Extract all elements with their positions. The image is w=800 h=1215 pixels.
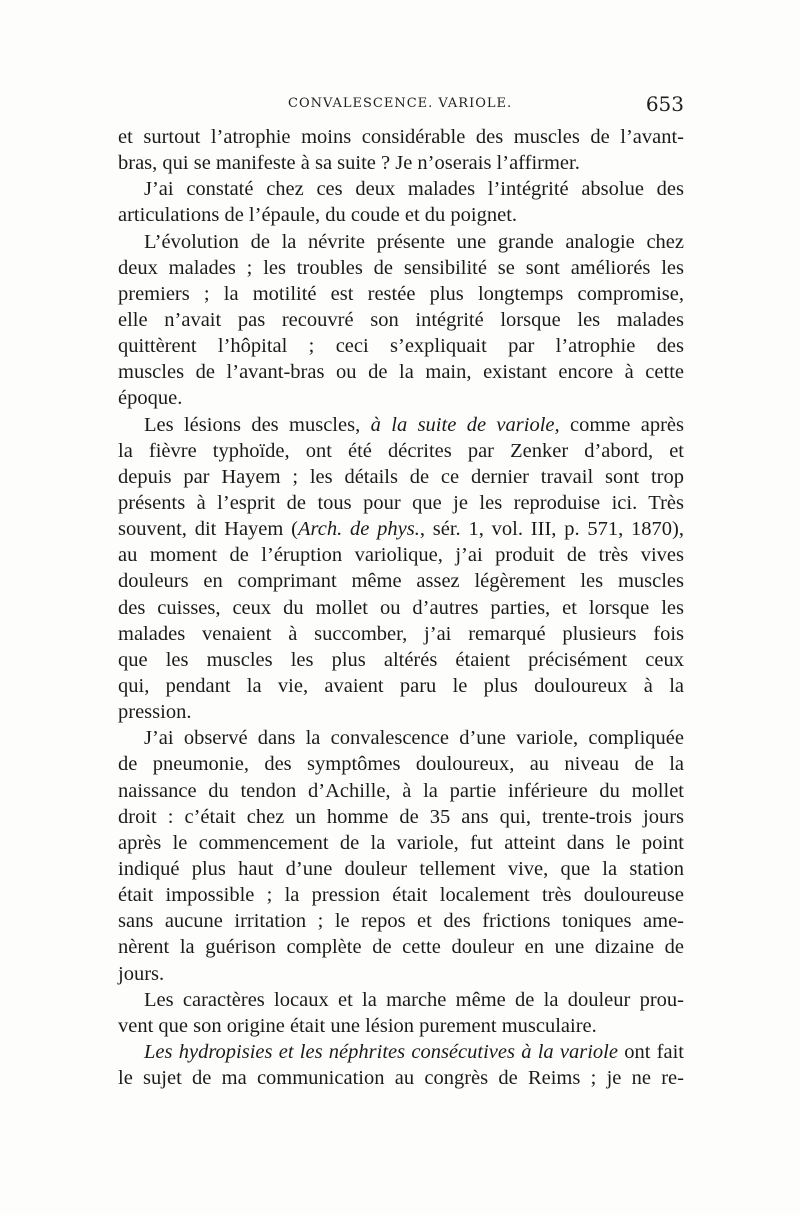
text-run: ont fait	[617, 1040, 684, 1063]
text-run: comme après	[559, 413, 684, 436]
text-line	[118, 699, 684, 725]
text-line	[118, 464, 684, 490]
running-head	[118, 92, 684, 116]
text-run: nèrent la guérison complète de cette douleur en une dizaine de	[118, 936, 684, 959]
text-line	[118, 961, 684, 987]
text-run: présents à l’esprit de tous pour que je les reproduise ici. Très	[118, 491, 684, 514]
text-run: malades venaient à succomber, j’ai remarqué plusieurs fois	[118, 622, 684, 645]
text-line	[118, 804, 684, 830]
text-line	[118, 595, 684, 621]
text-line	[118, 176, 684, 202]
text-line	[118, 987, 684, 1013]
text-line	[118, 385, 684, 411]
text-line	[118, 255, 684, 281]
text-line	[118, 751, 684, 777]
text-run: des cuisses, ceux du mollet ou d’autres parties, et lorsque les	[118, 596, 684, 619]
text-run: J’ai observé dans la convalescence d’une variole, compliquée	[144, 727, 684, 750]
text-line	[118, 1039, 684, 1065]
text-run: articulations de l’épaule, du coude et du poignet.	[118, 204, 518, 227]
italic-run: Arch. de phys.	[297, 518, 420, 541]
page-number: 653	[645, 92, 684, 116]
text-line	[118, 516, 684, 542]
text-line	[118, 150, 684, 176]
text-run: que les muscles les plus altérés étaient précisément ceux	[118, 648, 684, 671]
text-run: elle n’avait pas recouvré son intégrité lorsque les malades	[118, 308, 684, 331]
text-run: naissance du tendon d’Achille, à la partie inférieure du mollet	[118, 779, 684, 802]
text-run: bras, qui se manifeste à sa suite ? Je n’oserais l’affirmer.	[118, 152, 580, 175]
text-run: la fièvre typhoïde, ont été décrites par Zenker d’abord, et	[118, 439, 684, 462]
text-line	[118, 830, 684, 856]
italic-run: à la suite de variole,	[370, 413, 560, 436]
text-run: au moment de l’éruption variolique, j’ai produit de très vives	[118, 544, 684, 567]
text-line	[118, 725, 684, 751]
text-run: Les lésions des muscles,	[144, 413, 371, 436]
paragraph	[118, 176, 684, 228]
text-run: J’ai constaté chez ces deux malades l’intégrité absolue des	[144, 178, 684, 201]
paragraph	[118, 1039, 684, 1091]
text-run: le sujet de ma communication au congrès de Reims ; je ne re-	[118, 1067, 684, 1090]
text-run: premiers ; la motilité est restée plus longtemps compromise,	[118, 282, 684, 305]
text-run: depuis par Hayem ; les détails de ce dernier travail sont trop	[118, 465, 684, 488]
text-line	[118, 778, 684, 804]
text-run: et surtout l’atrophie moins considérable des muscles de l’avant-	[118, 126, 684, 148]
text-run: muscles de l’avant-bras ou de la main, existant encore à cette	[118, 361, 684, 384]
text-run: sans aucune irritation ; le repos et des frictions toniques ame-	[118, 910, 684, 933]
text-run: jours.	[118, 962, 165, 985]
text-line	[118, 359, 684, 385]
text-run: Les caractères locaux et la marche même de la douleur prou-	[144, 988, 684, 1011]
paragraph	[118, 229, 684, 412]
text-run: indiqué plus haut d’une douleur tellement vive, que la station	[118, 857, 684, 880]
text-run: , sér. 1, vol. III, p. 571, 1870),	[419, 518, 684, 541]
text-line	[118, 647, 684, 673]
text-line	[118, 621, 684, 647]
text-line	[118, 412, 684, 438]
text-line	[118, 124, 684, 150]
text-run: pression.	[118, 701, 192, 724]
text-run: L’évolution de la névrite présente une grande analogie chez	[144, 230, 684, 253]
text-run: époque.	[118, 387, 183, 410]
text-line	[118, 1065, 684, 1091]
text-run: était impossible ; la pression était localement très douloureuse	[118, 884, 684, 907]
text-run: vent que son origine était une lésion purement musculaire.	[118, 1014, 597, 1037]
paragraph	[118, 987, 684, 1039]
text-line	[118, 542, 684, 568]
text-line	[118, 438, 684, 464]
text-line	[118, 908, 684, 934]
text-run: douleurs en comprimant même assez légèrement les muscles	[118, 570, 684, 593]
paragraph	[118, 124, 684, 176]
text-run: quittèrent l’hôpital ; ceci s’expliquait par l’atrophie des	[118, 335, 684, 358]
text-line	[118, 333, 684, 359]
text-run: après le commencement de la variole, fut atteint dans le point	[118, 831, 684, 854]
body-text	[118, 124, 684, 1091]
text-run: qui, pendant la vie, avaient paru le plus douloureux à la	[118, 674, 684, 697]
text-run: souvent, dit Hayem (	[118, 518, 298, 541]
paragraph	[118, 412, 684, 726]
text-line	[118, 673, 684, 699]
text-line	[118, 229, 684, 255]
text-line	[118, 1013, 684, 1039]
text-run: droit : c’était chez un homme de 35 ans qui, trente-trois jours	[118, 805, 684, 828]
text-run: deux malades ; les troubles de sensibilité se sont améliorés les	[118, 256, 684, 279]
italic-run: Les hydropisies et les néphrites consécutives à la variole	[144, 1040, 618, 1063]
text-line	[118, 934, 684, 960]
text-line	[118, 882, 684, 908]
text-line	[118, 856, 684, 882]
paragraph	[118, 725, 684, 986]
running-title: CONVALESCENCE. VARIOLE.	[288, 96, 513, 111]
text-line	[118, 568, 684, 594]
text-line	[118, 202, 684, 228]
text-run: de pneumonie, des symptômes douloureux, au niveau de la	[118, 753, 684, 776]
text-line	[118, 490, 684, 516]
text-line	[118, 307, 684, 333]
text-line	[118, 281, 684, 307]
